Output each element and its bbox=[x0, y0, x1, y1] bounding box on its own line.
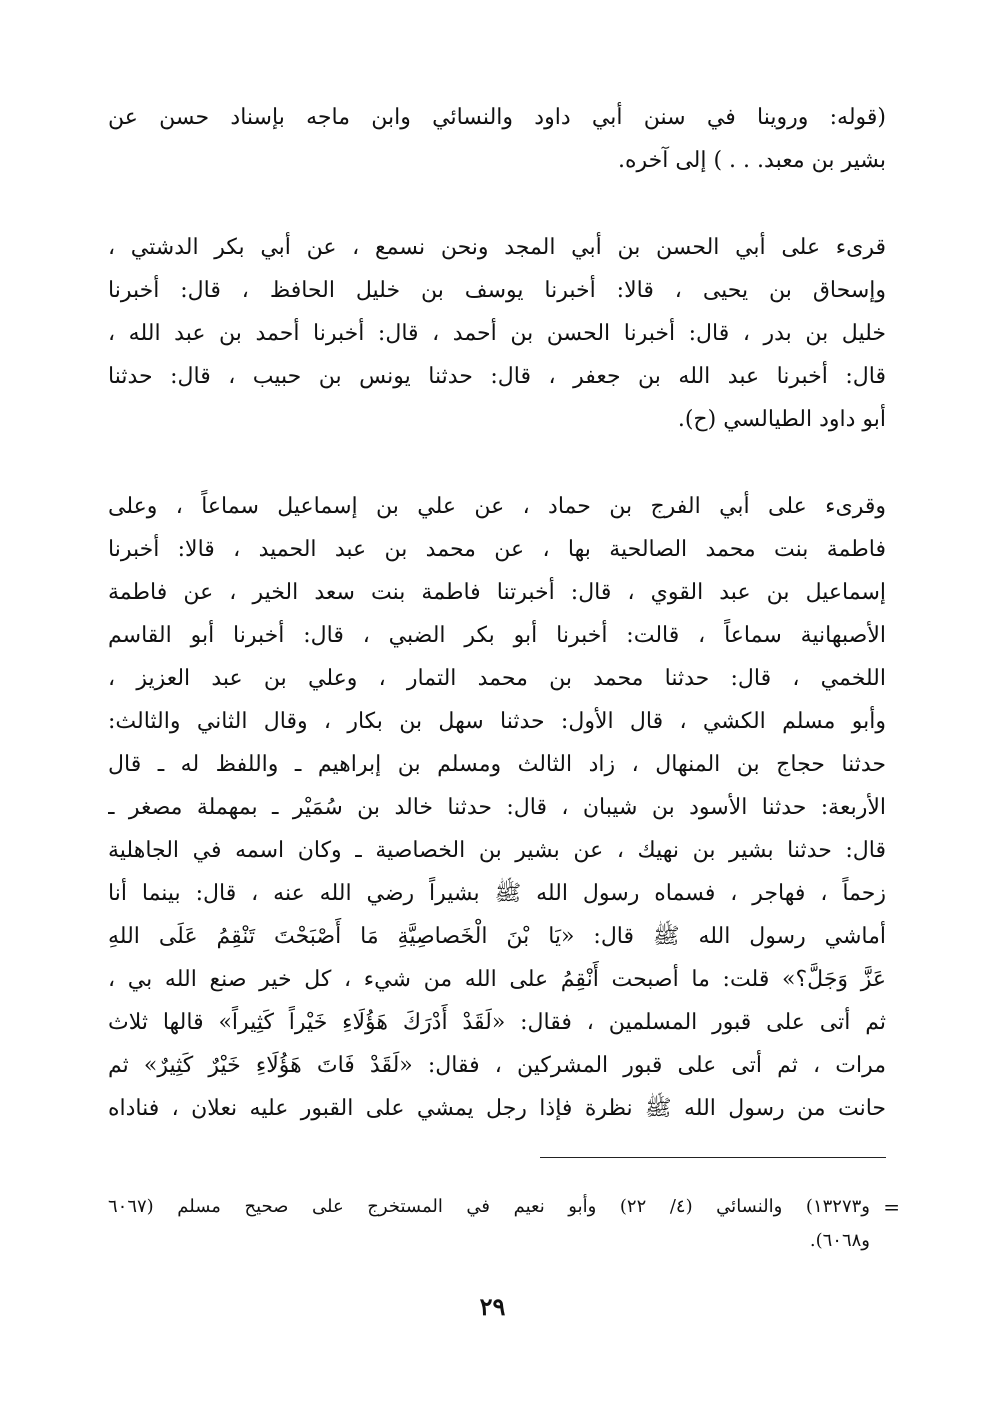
footnote-line: و٦٠٦٨). bbox=[809, 1230, 870, 1251]
text-line: الأصبهانية سماعاً ، قالت: أخبرنا أبو بكر الضبي ، قال: أخبرنا أبو القاسم bbox=[108, 623, 886, 648]
text-line: قال: حدثنا بشير بن نهيك ، عن بشير بن الخصاصية ـ وكان اسمه في الجاهلية bbox=[108, 838, 886, 863]
text-line: (قوله: وروينا في سنن أبي داود والنسائي وابن ماجه بإسناد حسن عن bbox=[108, 105, 886, 130]
text-line: الأربعة: حدثنا الأسود بن شيبان ، قال: حدثنا خالد بن سُمَيْر ـ بمهملة مصغر ـ bbox=[108, 795, 886, 820]
text-line: وإسحاق بن يحيى ، قالا: أخبرنا يوسف بن خليل الحافظ ، قال: أخبرنا bbox=[108, 278, 886, 303]
text-line: وأبو مسلم الكشي ، قال الأول: حدثنا سهل بن بكار ، وقال الثاني والثالث: bbox=[108, 709, 886, 734]
text-line: فاطمة بنت محمد الصالحية بها ، عن محمد بن عبد الحميد ، قالا: أخبرنا bbox=[108, 537, 886, 562]
text-line: خليل بن بدر ، قال: أخبرنا الحسن بن أحمد ، قال: أخبرنا أحمد بن عبد الله ، bbox=[108, 321, 886, 346]
footnote-line: و١٣٢٧٣) والنسائي (٤/ ٢٢) وأبو نعيم في المستخرج على صحيح مسلم (٦٠٦٧ bbox=[108, 1196, 870, 1217]
text-line: حانت من رسول الله ﷺ نظرة فإذا رجل يمشي على القبور عليه نعلان ، فناداه bbox=[108, 1096, 886, 1121]
page-number: ٢٩ bbox=[479, 1292, 506, 1321]
text-line: عَزَّ وَجَلَّ؟» قلت: ما أصبحت أَنْقِمُ على الله من شيء ، كل خير صنع الله بي ، bbox=[108, 967, 886, 992]
paragraph-quote-heading bbox=[108, 96, 886, 182]
text-line: زحماً ، فهاجر ، فسماه رسول الله ﷺ بشيراً رضي الله عنه ، قال: بينما أنا bbox=[108, 881, 886, 906]
text-line: إسماعيل بن عبد القوي ، قال: أخبرتنا فاطمة بنت سعد الخير ، عن فاطمة bbox=[108, 580, 886, 605]
text-line: قال: أخبرنا عبد الله بن جعفر ، قال: حدثنا يونس بن حبيب ، قال: حدثنا bbox=[108, 364, 886, 389]
text-line: بشير بن معبد. . . ) إلى آخره. bbox=[617, 148, 886, 173]
footnote-continuation-marker: = bbox=[883, 1195, 900, 1219]
text-line: أماشي رسول الله ﷺ قال: «يَا بْنَ الْخَصاصِيَّةِ مَا أَصْبَحْتَ تَنْقِمُ عَلَى اللهِ bbox=[108, 924, 886, 949]
text-line: وقرىء على أبي الفرج بن حماد ، عن علي بن إسماعيل سماعاً ، وعلى bbox=[108, 494, 886, 519]
paragraph-isnad-second bbox=[108, 485, 886, 1130]
text-line: قرىء على أبي الحسن بن أبي المجد ونحن نسمع ، عن أبي بكر الدشتي ، bbox=[108, 235, 886, 260]
text-line: اللخمي ، قال: حدثنا محمد بن محمد التمار ، وعلي بن عبد العزيز ، bbox=[108, 666, 886, 691]
text-line: حدثنا حجاج بن المنهال ، زاد الثالث ومسلم بن إبراهيم ـ واللفظ له ـ قال bbox=[108, 752, 886, 777]
text-line: مرات ، ثم أتى على قبور المشركين ، فقال: «لَقَدْ فَاتَ هَؤُلَاءِ خَيْرٌ كَثِيرٌ» ثم bbox=[108, 1053, 886, 1078]
text-line: ثم أتى على قبور المسلمين ، فقال: «لَقَدْ أَدْرَكَ هَؤُلَاءِ خَيْراً كَثِيراً» قالها ثلاث bbox=[108, 1010, 886, 1035]
footnote-text bbox=[108, 1190, 870, 1258]
footnote-divider bbox=[540, 1157, 886, 1158]
paragraph-isnad-first bbox=[108, 226, 886, 441]
text-line: أبو داود الطيالسي (ح). bbox=[677, 407, 886, 432]
